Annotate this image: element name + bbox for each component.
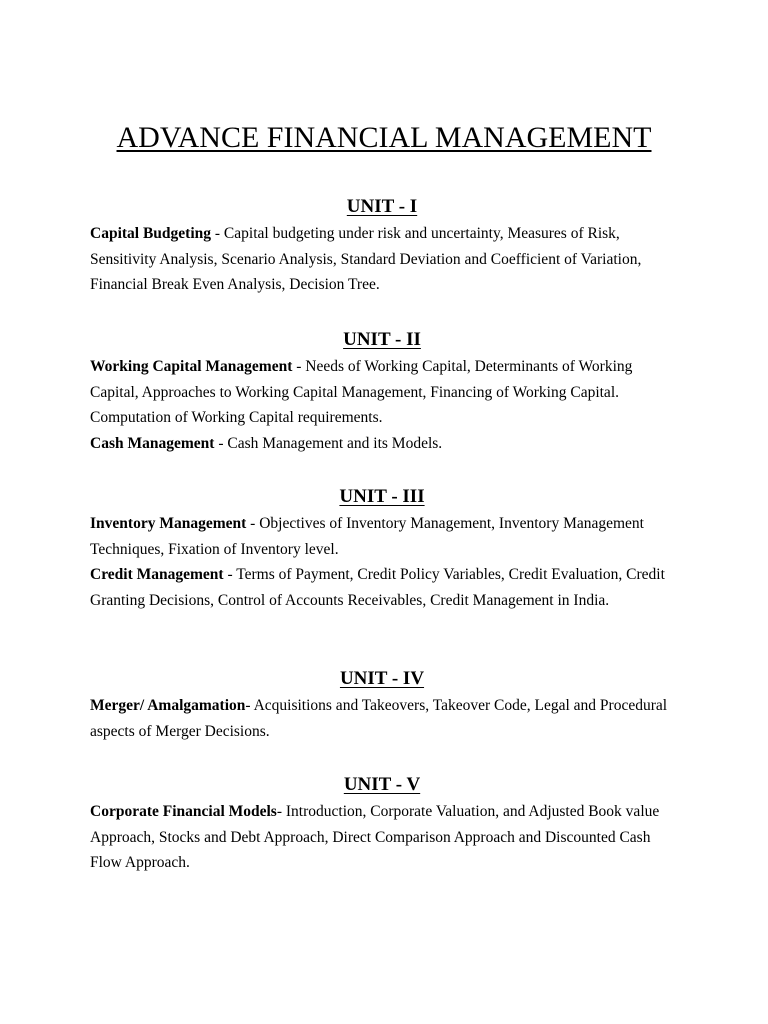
topic-description: - Terms of Payment, Credit Policy Variables, Credit Evaluation, Credit Granting Decisions, Control of Accounts Receivables, Credit Management in India.: [90, 566, 665, 609]
unit-section-3: [90, 485, 690, 613]
topic-name: Capital Budgeting: [90, 225, 212, 242]
topic-name: Cash Management: [90, 434, 215, 452]
topic-description: - Needs of Working Capital, Determinants of Working Capital, Approaches to Working Capital Management, Financing of Working Capital. Computation of Working Capital requirements.: [90, 358, 633, 426]
topic-name: Merger/ Amalgamation: [90, 697, 246, 714]
page-title: ADVANCE FINANCIAL MANAGEMENT: [116, 121, 652, 154]
unit-topic-paragraph: [90, 511, 680, 562]
topic-name: Working Capital Management: [90, 358, 293, 375]
unit-topic-paragraph: [90, 221, 680, 298]
topic-description: - Introduction, Corporate Valuation, and Adjusted Book value Approach, Stocks and Debt Approach, Direct Comparison Approach and Discounted Cash Flow Approach.: [90, 803, 660, 871]
unit-heading: UNIT - III: [339, 486, 425, 507]
unit-heading: UNIT - V: [343, 774, 421, 795]
topic-name: Credit Management: [90, 566, 224, 583]
topic-name: Inventory Management: [90, 515, 247, 532]
topic-name: Corporate Financial Models: [90, 803, 277, 820]
unit-topic-paragraph: [90, 799, 680, 876]
topic-description: - Cash Management and its Models.: [214, 434, 443, 452]
unit-section-1: [90, 195, 690, 298]
unit-topic-paragraph: [90, 693, 680, 744]
unit-heading: UNIT - II: [343, 329, 421, 350]
unit-section-4: [90, 667, 690, 744]
unit-topic-paragraph: [90, 354, 680, 431]
unit-heading: UNIT - I: [346, 196, 418, 217]
unit-section-2: [90, 328, 690, 456]
unit-heading: UNIT - IV: [339, 668, 425, 689]
topic-description: - Objectives of Inventory Management, Inventory Management Techniques, Fixation of Inventory level.: [90, 515, 644, 558]
unit-topic-paragraph: [90, 431, 680, 457]
topic-description: - Acquisitions and Takeovers, Takeover Code, Legal and Procedural aspects of Merger Decisions.: [90, 697, 668, 740]
topic-description: - Capital budgeting under risk and uncertainty, Measures of Risk, Sensitivity Analysis, Scenario Analysis, Standard Deviation and Coefficient of Variation, Financial Break Even Analysis, Decision Tree.: [90, 225, 642, 293]
unit-topic-paragraph: [90, 562, 680, 613]
unit-section-5: [90, 773, 690, 876]
